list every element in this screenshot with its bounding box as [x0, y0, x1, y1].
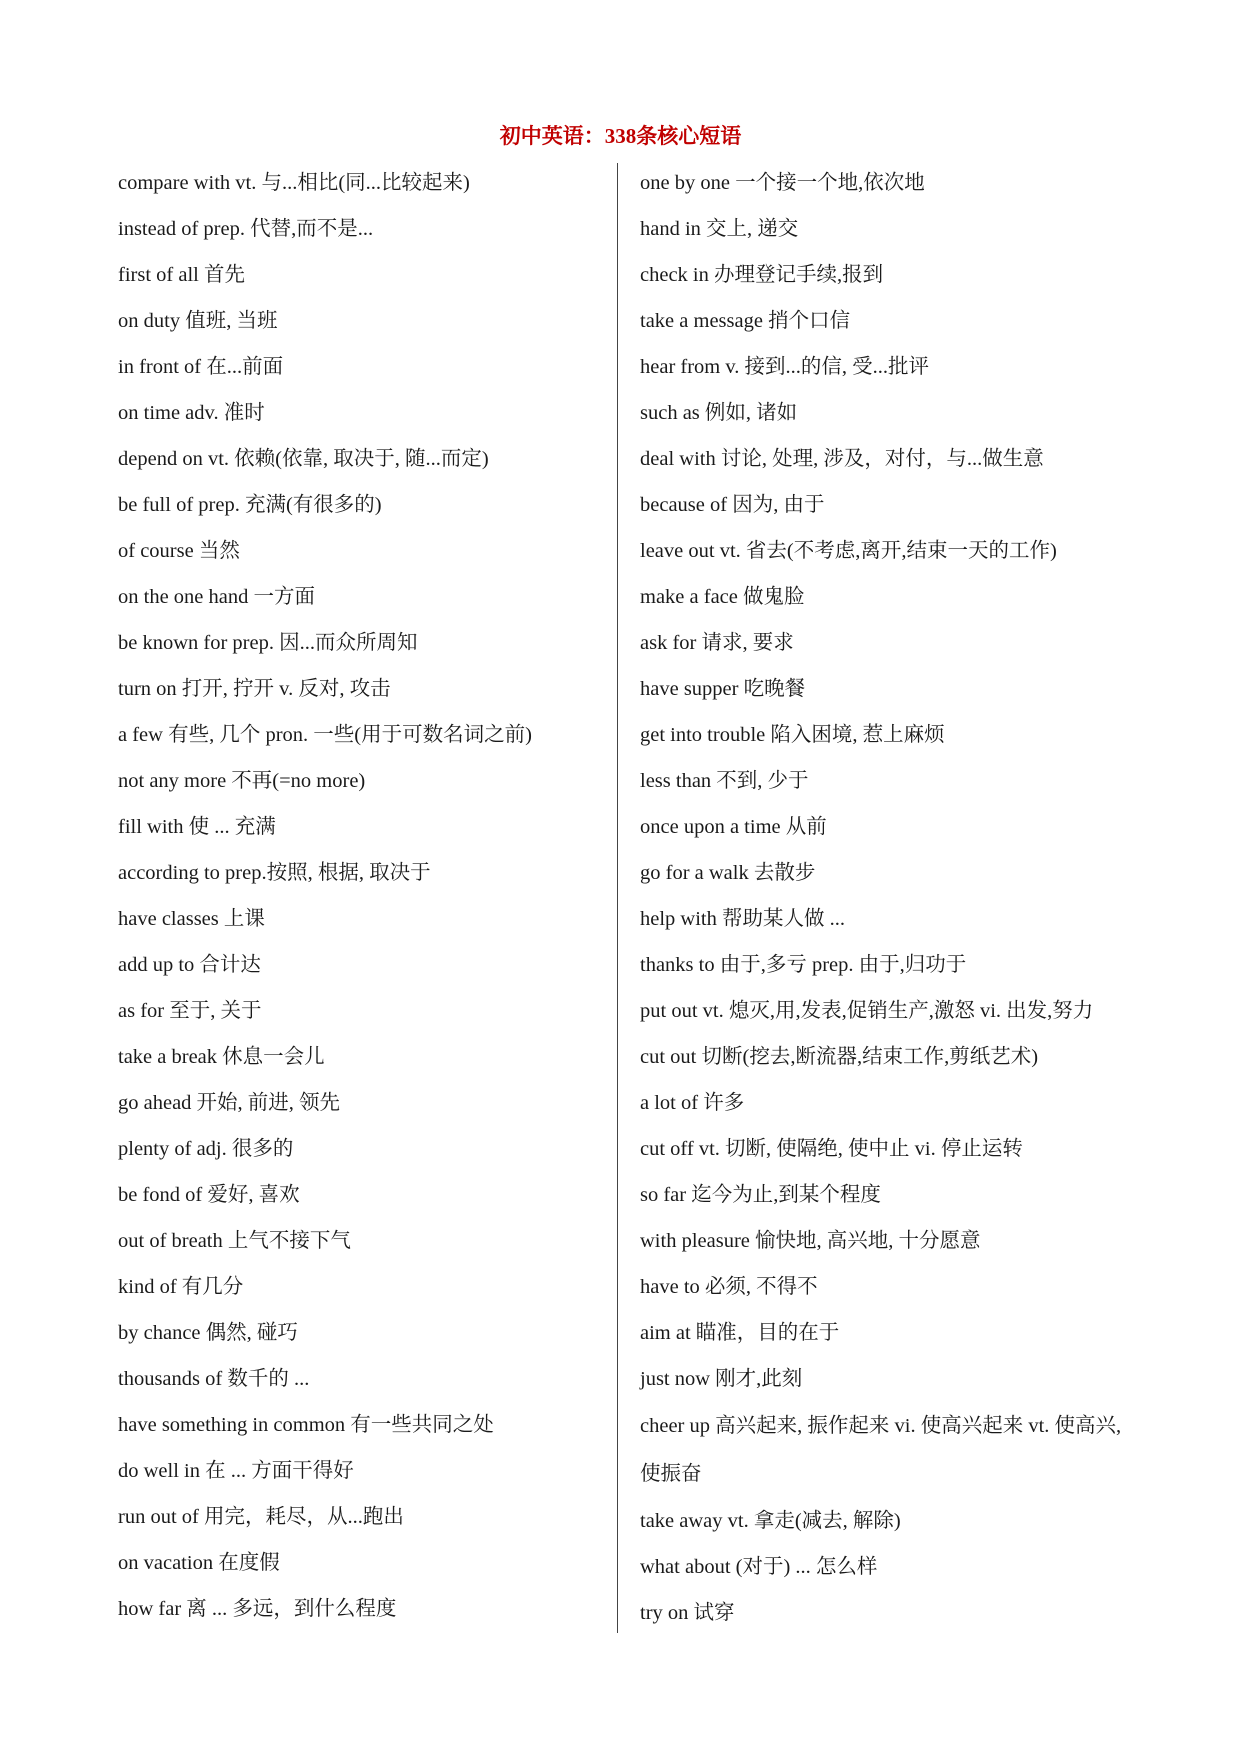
phrase-entry: a few 有些, 几个 pron. 一些(用于可数名词之前) [118, 724, 532, 746]
phrase-entry: have classes 上课 [118, 908, 265, 930]
phrase-entry: hear from v. 接到...的信, 受...批评 [640, 356, 930, 378]
phrase-entry: cut off vt. 切断, 使隔绝, 使中止 vi. 停止运转 [640, 1138, 1023, 1160]
phrase-entry: thousands of 数千的 ... [118, 1368, 310, 1390]
phrase-entry: add up to 合计达 [118, 954, 261, 976]
phrase-entry: such as 例如, 诸如 [640, 402, 798, 424]
phrase-entry: deal with 讨论, 处理, 涉及，对付，与...做生意 [640, 448, 1044, 470]
phrase-entry: aim at 瞄准，目的在于 [640, 1322, 840, 1344]
phrase-entry: be full of prep. 充满(有很多的) [118, 494, 382, 516]
phrase-entry: on vacation 在度假 [118, 1552, 280, 1574]
phrase-entry: out of breath 上气不接下气 [118, 1230, 351, 1252]
phrase-entry: make a face 做鬼脸 [640, 586, 805, 608]
phrase-entry: not any more 不再(=no more) [118, 770, 366, 792]
phrase-entry: be fond of 爱好, 喜欢 [118, 1184, 300, 1206]
phrase-entry: plenty of adj. 很多的 [118, 1138, 294, 1160]
phrase-entry: on time adv. 准时 [118, 402, 265, 424]
phrase-entry: thanks to 由于,多亏 prep. 由于,归功于 [640, 954, 967, 976]
phrase-entry: compare with vt. 与...相比(同...比较起来) [118, 172, 470, 194]
phrase-entry: in front of 在...前面 [118, 356, 284, 378]
phrase-entry: just now 刚才,此刻 [640, 1368, 803, 1390]
phrase-entry: run out of 用完，耗尽，从...跑出 [118, 1506, 404, 1528]
phrase-entry: take away vt. 拿走(减去, 解除) [640, 1510, 901, 1532]
phrase-entry: less than 不到, 少于 [640, 770, 809, 792]
phrase-entry: what about (对于) ... 怎么样 [640, 1556, 878, 1578]
phrase-entry: leave out vt. 省去(不考虑,离开,结束一天的工作) [640, 540, 1057, 562]
phrase-entry: go for a walk 去散步 [640, 862, 816, 884]
phrase-entry: by chance 偶然, 碰巧 [118, 1322, 298, 1344]
phrase-entry: depend on vt. 依赖(依靠, 取决于, 随...而定) [118, 448, 489, 470]
phrase-entry: fill with 使 ... 充满 [118, 816, 276, 838]
phrase-entry: put out vt. 熄灭,用,发表,促销生产,激怒 vi. 出发,努力 [640, 1000, 1094, 1022]
phrase-entry: instead of prep. 代替,而不是... [118, 218, 374, 240]
phrase-entry: hand in 交上, 递交 [640, 218, 799, 240]
phrase-entry: on the one hand 一方面 [118, 586, 315, 608]
phrase-entry: once upon a time 从前 [640, 816, 827, 838]
phrase-entry: a lot of 许多 [640, 1092, 745, 1114]
phrase-entry: according to prep.按照, 根据, 取决于 [118, 862, 431, 884]
phrase-entry: try on 试穿 [640, 1602, 735, 1624]
phrase-entry: because of 因为, 由于 [640, 494, 825, 516]
phrase-entry: ask for 请求, 要求 [640, 632, 794, 654]
phrase-entry: do well in 在 ... 方面干得好 [118, 1460, 354, 1482]
phrase-entry: cheer up 高兴起来, 振作起来 vi. 使高兴起来 vt. 使高兴, 使振奋 [640, 1415, 1122, 1485]
phrase-entry: one by one 一个接一个地,依次地 [640, 172, 925, 194]
phrase-entry: have something in common 有一些共同之处 [118, 1414, 494, 1436]
phrase-entry: help with 帮助某人做 ... [640, 908, 845, 930]
phrase-entry: on duty 值班, 当班 [118, 310, 278, 332]
phrase-entry: with pleasure 愉快地, 高兴地, 十分愿意 [640, 1230, 981, 1252]
phrase-entry: kind of 有几分 [118, 1276, 244, 1298]
phrase-entry: take a message 捎个口信 [640, 310, 851, 332]
phrase-entry: check in 办理登记手续,报到 [640, 264, 884, 286]
phrase-entry: of course 当然 [118, 540, 240, 562]
right-column [640, 160, 1130, 1636]
phrase-entry: cut out 切断(挖去,断流器,结束工作,剪纸艺术) [640, 1046, 1039, 1068]
phrase-entry: as for 至于, 关于 [118, 1000, 262, 1022]
phrase-entry: have supper 吃晚餐 [640, 678, 806, 700]
phrase-entry: turn on 打开, 拧开 v. 反对, 攻击 [118, 678, 391, 700]
phrase-entry: how far 离 ... 多远，到什么程度 [118, 1598, 397, 1620]
phrase-entry: first of all 首先 [118, 264, 245, 286]
phrase-entry: so far 迄今为止,到某个程度 [640, 1184, 881, 1206]
column-divider [617, 163, 618, 1633]
phrase-entry: go ahead 开始, 前进, 领先 [118, 1092, 341, 1114]
phrase-entry: be known for prep. 因...而众所周知 [118, 632, 418, 654]
left-column [118, 160, 608, 1632]
phrase-entry: get into trouble 陷入困境, 惹上麻烦 [640, 724, 945, 746]
page-title: 初中英语：338条核心短语 [499, 124, 742, 148]
phrase-entry: take a break 休息一会儿 [118, 1046, 325, 1068]
phrase-entry: have to 必须, 不得不 [640, 1276, 818, 1298]
